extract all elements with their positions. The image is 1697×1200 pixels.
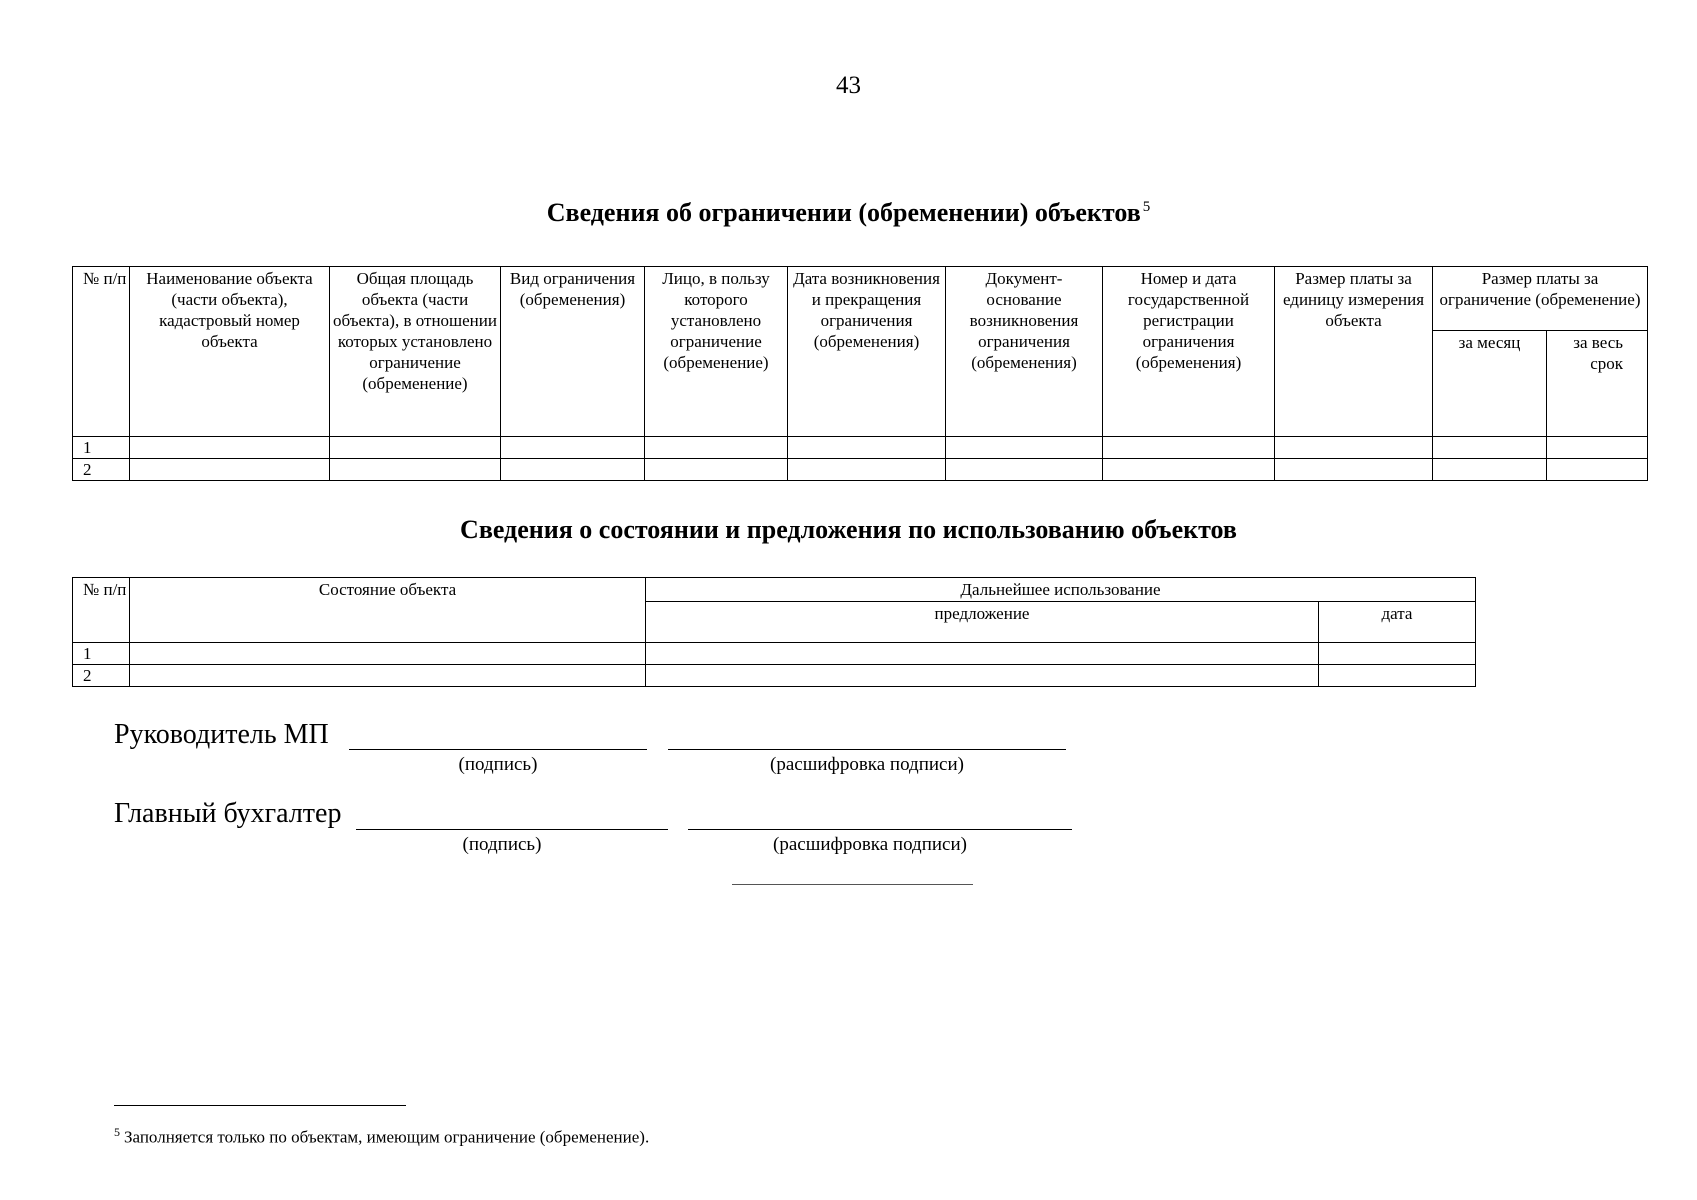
header-kind: Вид ограничения (обременения) <box>501 267 645 437</box>
table-cell <box>1275 437 1433 459</box>
state-header-state: Состояние объекта <box>130 578 646 643</box>
table-cell <box>501 459 645 481</box>
head-signature-caption: (подпись) <box>458 754 538 775</box>
table-cell <box>946 437 1103 459</box>
head-decoding-line[interactable] <box>668 749 1066 750</box>
head-decoding-caption: (расшифровка подписи) <box>770 754 964 775</box>
state-header-proposal: предложение <box>646 602 1319 643</box>
table-cell <box>1319 643 1476 665</box>
table-row <box>73 459 1648 481</box>
state-header-date: дата <box>1319 602 1476 643</box>
table-cell <box>1547 459 1648 481</box>
table-cell <box>788 459 946 481</box>
table-cell <box>1547 437 1648 459</box>
footnote-text: Заполняется только по объектам, имеющим ограничение (обременение). <box>124 1127 650 1147</box>
row-number: 2 <box>73 459 130 481</box>
table-cell <box>501 437 645 459</box>
section1-footnote-mark: 5 <box>1142 199 1151 216</box>
state-header-row <box>73 578 1476 602</box>
header-fee-month: за месяц <box>1433 331 1547 437</box>
table-cell <box>645 437 788 459</box>
accountant-decoding-caption: (расшифровка подписи) <box>773 834 967 855</box>
page-number: 43 <box>836 72 861 99</box>
accountant-signature-line[interactable] <box>356 829 668 830</box>
table-cell <box>1275 459 1433 481</box>
table-cell <box>130 665 646 687</box>
table-cell <box>1433 437 1547 459</box>
header-registration: Номер и дата государственной регистрации ограничения (обременения) <box>1103 267 1275 437</box>
head-signature-line[interactable] <box>349 749 647 750</box>
header-name: Наименование объекта (части объекта), кадастровый номер объекта <box>130 267 330 437</box>
table-cell <box>1319 665 1476 687</box>
header-unit-fee: Размер платы за единицу измерения объекта <box>1275 267 1433 437</box>
header-person: Лицо, в пользу которого установлено ограничение (обременение) <box>645 267 788 437</box>
footnote <box>114 1125 649 1148</box>
restrictions-header-row <box>73 267 1648 331</box>
head-label: Руководитель МП <box>114 719 329 750</box>
table-cell <box>1103 459 1275 481</box>
header-num: № п/п <box>73 267 130 437</box>
table-cell <box>788 437 946 459</box>
table-cell <box>946 459 1103 481</box>
section1-title-text: Сведения об ограничении (обременении) объектов <box>546 198 1141 227</box>
state-table <box>72 577 1476 687</box>
table-cell <box>130 643 646 665</box>
table-row <box>73 665 1476 687</box>
table-cell <box>330 459 501 481</box>
table-cell <box>646 643 1319 665</box>
accountant-signature-caption: (подпись) <box>462 834 542 855</box>
table-cell <box>646 665 1319 687</box>
table-cell <box>130 437 330 459</box>
section2-title: Сведения о состоянии и предложения по использованию объектов <box>460 515 1237 544</box>
row-number: 2 <box>73 665 130 687</box>
header-document: Документ-основание возникновения ограничения (обременения) <box>946 267 1103 437</box>
table-cell <box>1103 437 1275 459</box>
header-fee-group: Размер платы за ограничение (обременение) <box>1433 267 1648 331</box>
restrictions-table <box>72 266 1648 481</box>
accountant-decoding-line[interactable] <box>688 829 1072 830</box>
table-row <box>73 643 1476 665</box>
header-dates: Дата возникновения и прекращения ограничения (обременения) <box>788 267 946 437</box>
state-header-further-use: Дальнейшее использование <box>646 578 1476 602</box>
row-number: 1 <box>73 643 130 665</box>
footnote-mark: 5 <box>114 1125 120 1139</box>
table-cell <box>330 437 501 459</box>
separator-line <box>732 884 973 885</box>
section1-title <box>0 198 1697 228</box>
table-row <box>73 437 1648 459</box>
table-cell <box>1433 459 1547 481</box>
table-cell <box>130 459 330 481</box>
header-area: Общая площадь объекта (части объекта), в отношении которых установлено ограничение (обременение) <box>330 267 501 437</box>
accountant-label: Главный бухгалтер <box>114 798 342 829</box>
row-number: 1 <box>73 437 130 459</box>
footnote-separator <box>114 1105 406 1106</box>
header-fee-total: за весь срок <box>1547 331 1648 437</box>
state-header-num: № п/п <box>73 578 130 643</box>
table-cell <box>645 459 788 481</box>
